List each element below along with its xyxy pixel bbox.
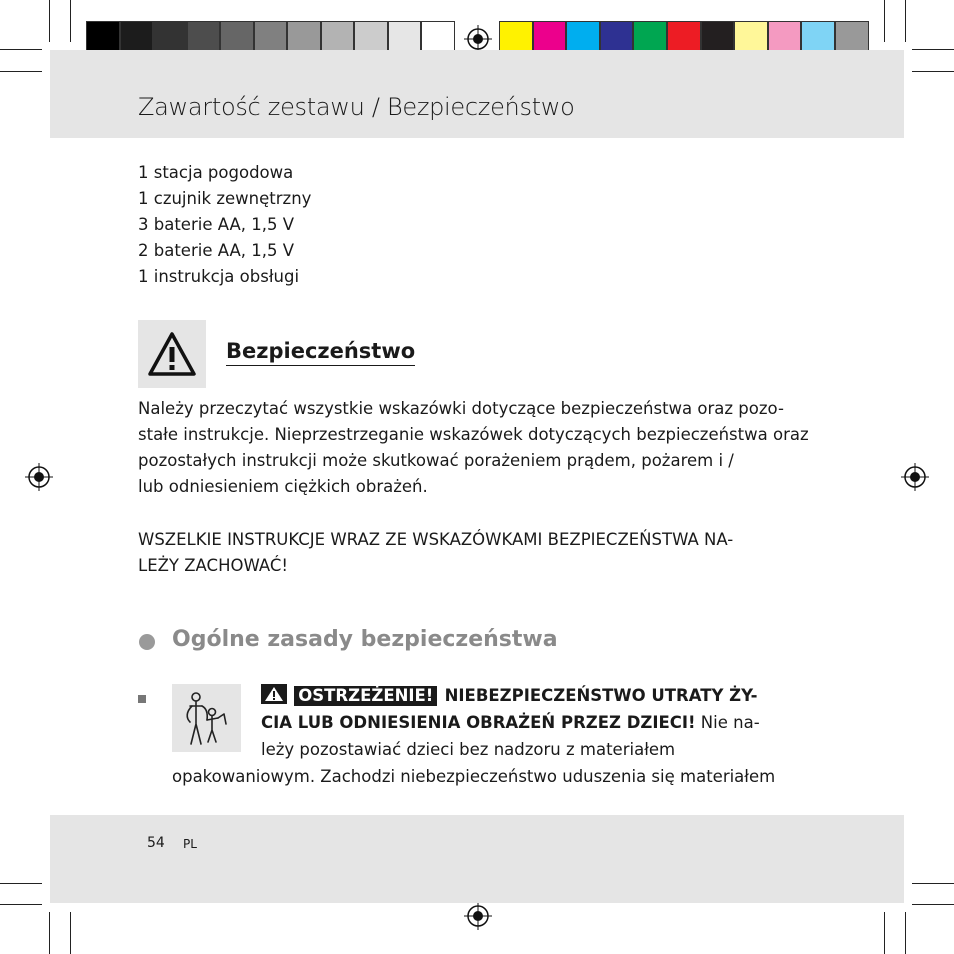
warning-triangle-icon	[138, 320, 206, 388]
keep-instructions-notice	[138, 527, 838, 579]
crop-mark	[912, 904, 954, 905]
registration-mark-icon	[464, 25, 492, 53]
warning-text: Nie na-	[695, 713, 760, 732]
text-line: stałe instrukcje. Nieprzestrzeganie wskazówek dotyczących bezpieczeństwa oraz	[138, 425, 809, 444]
list-item: 1 czujnik zewnętrzny	[138, 189, 312, 208]
crop-mark	[912, 883, 954, 884]
child-safety-icon	[172, 684, 241, 752]
warning-line-4: opakowaniowym. Zachodzi niebezpieczeństwo uduszenia się materiałem	[172, 767, 776, 786]
safety-heading: Bezpieczeństwo	[226, 339, 415, 366]
warning-bold-text: CIA LUB ODNIESIENIA OBRAŻEŃ PRZEZ DZIECI!	[261, 713, 696, 732]
warning-line-2	[261, 710, 760, 736]
crop-mark	[0, 883, 42, 884]
crop-mark	[0, 49, 42, 50]
crop-mark	[0, 71, 42, 72]
text-line: LEŻY ZACHOWAĆ!	[138, 556, 289, 575]
page-title: Zawartość zestawu / Bezpieczeństwo	[138, 93, 575, 121]
list-item: 2 baterie AA, 1,5 V	[138, 241, 295, 260]
warning-label: OSTRZEŻENIE!	[294, 686, 437, 706]
section-bullet	[139, 634, 155, 650]
text-line: lub odniesieniem ciężkich obrażeń.	[138, 477, 428, 496]
warning-line-1	[261, 683, 758, 709]
crop-mark	[884, 912, 885, 954]
registration-mark-icon	[25, 463, 53, 491]
text-line: pozostałych instrukcji może skutkować porażeniem prądem, pożarem i /	[138, 451, 734, 470]
footer-band	[50, 815, 904, 903]
crop-mark	[70, 912, 71, 954]
text-line: Należy przeczytać wszystkie wskazówki dotyczące bezpieczeństwa oraz pozo-	[138, 399, 784, 418]
page-number: 54	[147, 835, 165, 851]
warning-box	[138, 320, 206, 388]
text-line: WSZELKIE INSTRUKCJE WRAZ ZE WSKAZÓWKAMI BEZPIECZEŃSTWA NA-	[138, 530, 734, 549]
list-item: 1 stacja pogodowa	[138, 163, 294, 182]
list-item: 1 instrukcja obsługi	[138, 267, 300, 286]
crop-mark	[49, 0, 50, 42]
warning-line-3: leży pozostawiać dzieci bez nadzoru z materiałem	[261, 740, 676, 759]
crop-mark	[912, 49, 954, 50]
warning-triangle-icon	[261, 684, 287, 704]
general-safety-heading: Ogólne zasady bezpieczeństwa	[172, 627, 558, 652]
registration-mark-icon	[464, 902, 492, 930]
crop-mark	[912, 71, 954, 72]
registration-mark-icon	[901, 463, 929, 491]
crop-mark	[49, 912, 50, 954]
crop-mark	[70, 0, 71, 42]
crop-mark	[905, 0, 906, 42]
safety-paragraph	[138, 396, 818, 500]
list-bullet	[138, 695, 146, 703]
crop-mark	[905, 912, 906, 954]
crop-mark	[884, 0, 885, 42]
list-item: 3 baterie AA, 1,5 V	[138, 215, 295, 234]
warning-bold-text: NIEBEZPIECZEŃSTWO UTRATY ŻY-	[444, 686, 758, 705]
language-code: PL	[183, 837, 197, 851]
crop-mark	[0, 904, 42, 905]
child-safety-box	[172, 684, 241, 752]
contents-list	[138, 160, 311, 290]
